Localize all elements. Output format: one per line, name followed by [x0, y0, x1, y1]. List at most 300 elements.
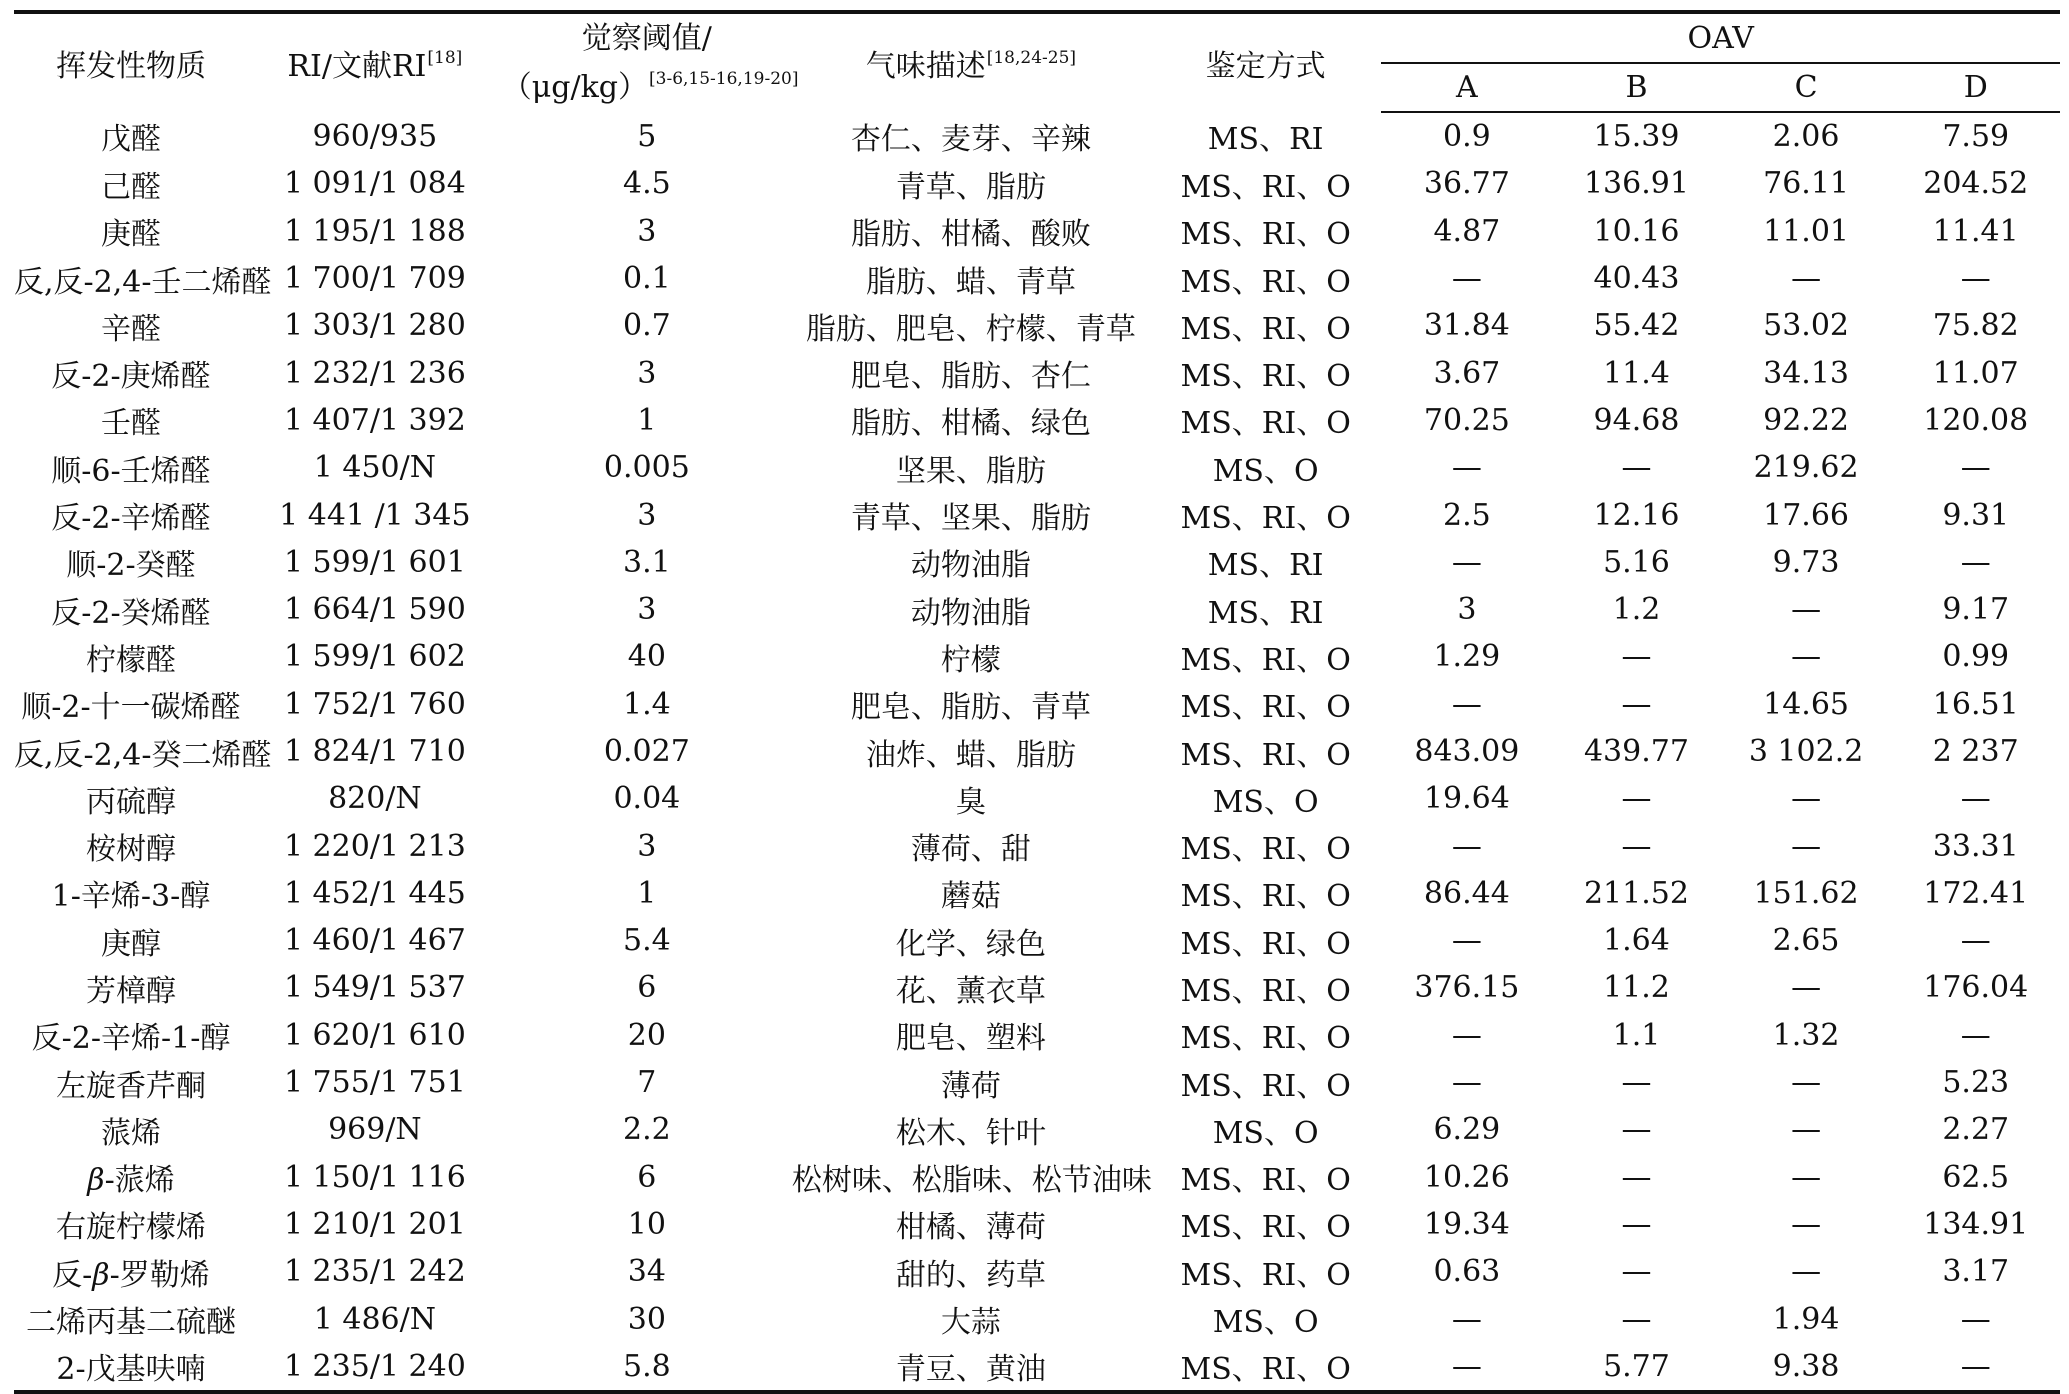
oav-c-cell: —	[1791, 261, 1822, 297]
compound-name: 戊醛	[100, 122, 161, 158]
ri-cell: 1 599/1 601	[283, 544, 466, 580]
ri-cell: 1 486/N	[313, 1301, 436, 1337]
compound-cell	[14, 1012, 248, 1059]
oav-a-cell: 843.09	[1414, 734, 1520, 769]
threshold-cell: 1.4	[622, 686, 671, 722]
oav-d-cell: 11.07	[1932, 355, 2019, 391]
oav-a-cell: —	[1451, 923, 1482, 959]
ri-cell: 1 452/1 445	[283, 875, 466, 911]
oav-d-cell: 2 237	[1932, 734, 2019, 769]
oav-a-cell: 3	[1457, 592, 1477, 628]
oav-b-cell: 211.52	[1583, 875, 1689, 911]
compound-cell	[14, 208, 248, 255]
compound-name: 1-辛烯-3-醇	[51, 879, 211, 915]
compound-name: 反-2-庚烯醛	[51, 359, 211, 395]
compound-cell	[14, 917, 248, 964]
compound-name: 反-2-癸烯醛	[51, 595, 211, 631]
oav-b-cell: —	[1621, 1301, 1652, 1337]
oav-b-cell: —	[1621, 1065, 1652, 1101]
oav-a-cell: —	[1451, 686, 1482, 722]
method-cell: MS、RI、O	[1180, 169, 1351, 205]
oav-d-cell: 204.52	[1923, 166, 2029, 202]
oav-d-cell: 11.41	[1932, 213, 2019, 249]
threshold-cell: 0.04	[613, 781, 681, 817]
threshold-cell: 0.027	[603, 734, 690, 769]
method-cell: MS、RI、O	[1180, 501, 1351, 537]
oav-b-cell: 136.91	[1583, 166, 1689, 202]
oav-a-cell: 2.5	[1443, 497, 1491, 533]
compound-cell	[14, 1343, 248, 1392]
ri-cell: 1 441 /1 345	[279, 497, 471, 533]
method-cell: MS、RI、O	[1180, 311, 1351, 347]
compound-name: 顺-2-癸醛	[66, 548, 196, 584]
method-cell: MS、RI、O	[1180, 264, 1351, 300]
method-cell: MS、RI、O	[1150, 1343, 1382, 1392]
compound-name: 反,反-2,4-癸二烯醛	[14, 737, 272, 773]
oav-d-cell: —	[1960, 1301, 1991, 1337]
oav-table	[14, 10, 2060, 1394]
oav-b-cell: —	[1621, 450, 1652, 486]
table-row	[14, 444, 2060, 491]
oav-a-cell: 376.15	[1414, 970, 1520, 1006]
compound-cell	[14, 586, 248, 633]
oav-d-cell: 0.99	[1942, 639, 2010, 675]
compound-cell	[14, 349, 248, 396]
table-row	[14, 491, 2060, 538]
header-odor-ref: [18,24-25]	[986, 48, 1077, 68]
oav-d-cell: —	[1891, 1343, 2060, 1392]
header-threshold-line1: 觉察阈值/	[581, 20, 712, 56]
threshold-cell: 40	[627, 639, 666, 675]
threshold-cell: 0.7	[622, 308, 671, 344]
threshold-cell: 6	[637, 970, 657, 1006]
method-cell: MS、RI、O	[1180, 406, 1351, 442]
table-row	[14, 822, 2060, 869]
odor-cell: 臭	[955, 784, 986, 820]
odor-cell: 薄荷、甜	[910, 832, 1031, 868]
compound-name: 庚醛	[100, 217, 161, 253]
odor-cell: 青草、脂肪	[895, 169, 1046, 205]
oav-c-cell: 2.65	[1772, 923, 1840, 959]
method-cell: MS、RI、O	[1180, 217, 1351, 253]
header-method-label: 鉴定方式	[1205, 49, 1326, 84]
table-row	[14, 633, 2060, 680]
oav-d-cell: 16.51	[1932, 686, 2019, 722]
oav-d-cell: 62.5	[1942, 1159, 2010, 1195]
method-cell: MS、RI、O	[1180, 1210, 1351, 1246]
oav-c-cell: 17.66	[1763, 497, 1850, 533]
oav-b-cell: —	[1621, 828, 1652, 864]
method-cell: MS、RI、O	[1180, 879, 1351, 915]
compound-cell	[14, 870, 248, 917]
odor-cell: 青豆、黄油	[792, 1343, 1150, 1392]
threshold-cell: 0.005	[603, 450, 690, 486]
header-group-c: C	[1721, 63, 1892, 112]
odor-cell: 肥皂、塑料	[895, 1021, 1046, 1057]
table-row	[14, 681, 2060, 728]
oav-d-cell: —	[1960, 1017, 1991, 1053]
oav-c-cell: 3 102.2	[1748, 734, 1864, 769]
table-row	[14, 1201, 2060, 1248]
header-threshold-line2: （μg/kg）	[501, 69, 648, 105]
oav-b-cell: —	[1621, 686, 1652, 722]
ri-cell: 820/N	[328, 781, 422, 817]
threshold-cell: 34	[627, 1254, 666, 1290]
oav-b-cell: —	[1621, 639, 1652, 675]
compound-cell	[14, 255, 272, 302]
threshold-cell: 3	[637, 213, 657, 249]
threshold-cell: 1	[637, 402, 657, 438]
ri-cell: 1 755/1 751	[283, 1065, 466, 1101]
table-row	[14, 397, 2060, 444]
threshold-cell: 0.1	[622, 261, 671, 297]
header-group-b: B	[1552, 63, 1720, 112]
table-row	[14, 255, 2060, 302]
header-threshold	[501, 12, 799, 112]
compound-name: 反-2-辛烯醛	[51, 501, 211, 537]
header-group-a: A	[1381, 63, 1552, 112]
threshold-cell: 6	[637, 1159, 657, 1195]
oav-a-cell: —	[1451, 828, 1482, 864]
compound-name: 柠檬醛	[85, 642, 176, 678]
oav-d-cell: —	[1960, 450, 1991, 486]
table-row	[14, 112, 2060, 160]
ri-cell: 1 235/1 240	[248, 1343, 502, 1392]
threshold-cell: 7	[637, 1065, 657, 1101]
compound-cell	[14, 1059, 248, 1106]
oav-d-cell: 172.41	[1923, 875, 2029, 911]
ri-cell: 1 549/1 537	[283, 970, 466, 1006]
ri-cell: 1 210/1 201	[283, 1206, 466, 1242]
oav-c-cell: 2.06	[1772, 119, 1840, 155]
compound-cell	[14, 397, 248, 444]
oav-a-cell: 4.87	[1433, 213, 1501, 249]
compound-name: 芳樟醇	[85, 973, 176, 1009]
threshold-cell: 4.5	[622, 166, 671, 202]
oav-c-cell: 151.62	[1753, 875, 1859, 911]
oav-d-cell: 3.17	[1942, 1254, 2010, 1290]
threshold-cell: 1	[637, 875, 657, 911]
table-row	[14, 964, 2060, 1011]
oav-c-cell: —	[1791, 1065, 1822, 1101]
compound-cell	[14, 1248, 248, 1295]
odor-cell: 薄荷	[940, 1068, 1001, 1104]
compound-cell	[14, 302, 248, 349]
compound-name: 左旋香芹酮	[55, 1068, 206, 1104]
oav-a-cell: —	[1451, 544, 1482, 580]
header-odor-label: 气味描述	[865, 49, 986, 84]
oav-d-cell: 9.31	[1942, 497, 2010, 533]
method-cell: MS、RI、O	[1180, 1068, 1351, 1104]
oav-d-cell: 5.23	[1942, 1065, 2010, 1101]
oav-b-cell: 5.16	[1603, 544, 1670, 580]
compound-cell	[14, 1201, 248, 1248]
ri-cell: 1 091/1 084	[283, 166, 466, 202]
compound-name: 反-2-辛烯-1-醇	[31, 1021, 231, 1057]
oav-b-cell: 439.77	[1583, 734, 1689, 769]
oav-c-cell: —	[1791, 1206, 1822, 1242]
compound-name: 丙硫醇	[85, 784, 176, 820]
oav-b-cell: 40.43	[1593, 261, 1680, 297]
ri-cell: 1 407/1 392	[283, 402, 466, 438]
oav-b-cell: 11.4	[1603, 355, 1670, 391]
oav-a-cell: 0.63	[1433, 1254, 1501, 1290]
header-compound	[14, 12, 248, 112]
compound-cell	[14, 728, 272, 775]
compound-cell	[14, 964, 248, 1011]
method-cell: MS、O	[1212, 1305, 1319, 1341]
method-cell: MS、O	[1212, 784, 1319, 820]
table-row	[14, 160, 2060, 207]
odor-cell: 柑橘、薄荷	[895, 1210, 1046, 1246]
compound-cell	[14, 444, 248, 491]
method-cell: MS、RI	[1207, 122, 1324, 158]
oav-b-cell: 1.1	[1612, 1017, 1661, 1053]
odor-cell: 青草、坚果、脂肪	[850, 501, 1091, 537]
oav-d-cell: 120.08	[1923, 402, 2029, 438]
oav-a-cell: 19.34	[1423, 1206, 1510, 1242]
oav-c-cell: —	[1791, 970, 1822, 1006]
header-oav	[1381, 12, 2060, 63]
ri-cell: 960/935	[312, 118, 438, 154]
oav-a-cell: 0.9	[1443, 119, 1491, 155]
oav-c-cell: 92.22	[1763, 402, 1850, 438]
compound-name: 桉树醇	[85, 832, 176, 868]
oav-c-cell: 9.38	[1721, 1343, 1892, 1392]
oav-b-cell: 1.2	[1612, 592, 1661, 628]
table-row	[14, 586, 2060, 633]
table-row	[14, 775, 2060, 822]
table-row	[14, 1295, 2060, 1342]
threshold-cell: 3	[637, 592, 657, 628]
oav-a-cell: 3.67	[1433, 355, 1501, 391]
odor-cell: 化学、绿色	[895, 926, 1046, 962]
oav-b-cell: —	[1621, 1112, 1652, 1148]
compound-cell	[14, 491, 248, 538]
threshold-cell: 5.4	[622, 923, 671, 959]
odor-cell: 脂肪、柑橘、绿色	[850, 406, 1091, 442]
ri-cell: 1 824/1 710	[283, 734, 466, 769]
oav-c-cell: 1.32	[1772, 1017, 1840, 1053]
method-cell: MS、RI、O	[1180, 1257, 1351, 1293]
compound-name: 顺-2-十一碳烯醛	[21, 690, 241, 726]
compound-cell	[14, 112, 248, 160]
table-row	[14, 917, 2060, 964]
oav-a-cell: —	[1451, 1301, 1482, 1337]
oav-a-cell: 31.84	[1423, 308, 1510, 344]
odor-cell: 油炸、蜡、脂肪	[865, 737, 1076, 773]
compound-cell	[14, 775, 248, 822]
compound-name: -蒎烯	[104, 1163, 175, 1199]
method-cell: MS、RI、O	[1180, 737, 1351, 773]
table-row	[14, 208, 2060, 255]
threshold-cell: 3	[637, 497, 657, 533]
compound-greek-prefix: β	[87, 1163, 105, 1199]
oav-b-cell: 12.16	[1593, 497, 1680, 533]
oav-c-cell: —	[1791, 592, 1822, 628]
oav-d-cell: 33.31	[1932, 828, 2019, 864]
ri-cell: 1 150/1 116	[283, 1159, 466, 1195]
threshold-cell: 5	[637, 118, 657, 154]
compound-cell	[14, 1154, 248, 1201]
method-cell: MS、O	[1212, 1115, 1319, 1151]
threshold-cell: 10	[627, 1206, 666, 1242]
ri-cell: 1 195/1 188	[283, 213, 466, 249]
table-row	[14, 1248, 2060, 1295]
oav-a-cell: 1.29	[1433, 639, 1501, 675]
oav-b-cell: —	[1621, 1254, 1652, 1290]
oav-d-cell: —	[1960, 781, 1991, 817]
table-row	[14, 539, 2060, 586]
oav-d-cell: —	[1960, 544, 1991, 580]
ri-cell: 1 620/1 610	[283, 1017, 466, 1053]
table-row	[14, 302, 2060, 349]
table-row	[14, 870, 2060, 917]
oav-a-cell: —	[1451, 1065, 1482, 1101]
compound-name: 2-戊基呋喃	[56, 1352, 206, 1388]
oav-b-cell: 5.77	[1552, 1343, 1720, 1392]
oav-a-cell: 6.29	[1433, 1112, 1501, 1148]
table-row	[14, 1059, 2060, 1106]
oav-b-cell: 15.39	[1593, 119, 1680, 155]
oav-b-cell: 94.68	[1593, 402, 1680, 438]
oav-d-cell: 134.91	[1923, 1206, 2029, 1242]
oav-c-cell: 76.11	[1763, 166, 1850, 202]
odor-cell: 坚果、脂肪	[895, 453, 1046, 489]
odor-cell: 杏仁、麦芽、辛辣	[850, 122, 1091, 158]
oav-d-cell: 9.17	[1942, 592, 2010, 628]
table-row	[14, 1106, 2060, 1153]
method-cell: MS、RI、O	[1180, 1021, 1351, 1057]
compound-name: -罗勒烯	[109, 1257, 210, 1293]
table-row	[14, 349, 2060, 396]
ri-cell: 1 599/1 602	[283, 639, 466, 675]
method-cell: MS、RI、O	[1180, 926, 1351, 962]
compound-cell	[14, 681, 248, 728]
compound-name: 庚醇	[100, 926, 161, 962]
compound-name: 反,反-2,4-壬二烯醛	[14, 264, 272, 300]
oav-b-cell: —	[1621, 1159, 1652, 1195]
header-oav-label: OAV	[1687, 20, 1754, 56]
ri-cell: 969/N	[328, 1112, 422, 1148]
odor-cell: 蘑菇	[940, 879, 1001, 915]
method-cell: MS、RI、O	[1180, 642, 1351, 678]
compound-cell	[14, 633, 248, 680]
threshold-cell: 5.8	[502, 1343, 792, 1392]
oav-d-cell: 75.82	[1932, 308, 2019, 344]
compound-name: 右旋柠檬烯	[55, 1210, 206, 1246]
ri-cell: 1 235/1 242	[283, 1254, 466, 1290]
oav-c-cell: —	[1791, 639, 1822, 675]
odor-cell: 脂肪、柑橘、酸败	[850, 217, 1091, 253]
odor-cell: 大蒜	[940, 1305, 1001, 1341]
oav-c-cell: 219.62	[1753, 450, 1859, 486]
table-row	[14, 1154, 2060, 1201]
oav-d-cell: 7.59	[1942, 119, 2010, 155]
threshold-cell: 30	[627, 1301, 666, 1337]
oav-c-cell: 14.65	[1763, 686, 1850, 722]
oav-b-cell: 10.16	[1593, 213, 1680, 249]
header-ri	[248, 12, 502, 112]
oav-d-cell: —	[1960, 261, 1991, 297]
method-cell: MS、O	[1212, 453, 1319, 489]
threshold-cell: 3	[637, 355, 657, 391]
header-group-d: D	[1891, 63, 2060, 112]
odor-cell: 肥皂、脂肪、青草	[850, 690, 1091, 726]
oav-c-cell: 9.73	[1772, 544, 1840, 580]
odor-cell: 动物油脂	[910, 595, 1031, 631]
oav-b-cell: 1.64	[1603, 923, 1670, 959]
compound-name: 顺-6-壬烯醛	[51, 453, 211, 489]
compound-prefix: 反-	[52, 1257, 93, 1293]
oav-c-cell: —	[1791, 1254, 1822, 1290]
table-row	[14, 728, 2060, 775]
threshold-cell: 3.1	[622, 544, 671, 580]
odor-cell: 甜的、药草	[895, 1257, 1046, 1293]
method-cell: MS、RI	[1207, 595, 1324, 631]
threshold-cell: 20	[627, 1017, 666, 1053]
oav-a-cell: —	[1451, 450, 1482, 486]
oav-b-cell: 11.2	[1603, 970, 1670, 1006]
header-method	[1150, 12, 1382, 112]
oav-a-cell: 86.44	[1423, 875, 1510, 911]
oav-a-cell: —	[1451, 261, 1482, 297]
oav-a-cell: 10.26	[1423, 1159, 1510, 1195]
oav-a-cell: 19.64	[1423, 781, 1510, 817]
oav-b-cell: 55.42	[1593, 308, 1680, 344]
oav-b-cell: —	[1621, 1206, 1652, 1242]
compound-cell	[14, 160, 248, 207]
compound-name: 壬醛	[100, 406, 161, 442]
method-cell: MS、RI、O	[1180, 832, 1351, 868]
ri-cell: 1 220/1 213	[283, 828, 466, 864]
ri-cell: 1 460/1 467	[283, 923, 466, 959]
ri-cell: 1 752/1 760	[283, 686, 466, 722]
oav-c-cell: 34.13	[1763, 355, 1850, 391]
header-odor	[792, 12, 1150, 112]
compound-name: 辛醛	[100, 311, 161, 347]
ri-cell: 1 664/1 590	[283, 592, 466, 628]
header-ri-ref: [18]	[427, 48, 463, 68]
oav-b-cell: —	[1621, 781, 1652, 817]
odor-cell: 脂肪、肥皂、柠檬、青草	[805, 311, 1136, 347]
ri-cell: 1 232/1 236	[283, 355, 466, 391]
header-ri-label: RI/文献RI	[287, 49, 427, 84]
header-compound-label: 挥发性物质	[55, 49, 206, 84]
threshold-cell: 3	[637, 828, 657, 864]
compound-cell	[14, 539, 248, 586]
table-body	[14, 112, 2060, 1392]
odor-cell: 花、薰衣草	[895, 973, 1046, 1009]
threshold-cell: 2.2	[622, 1112, 671, 1148]
method-cell: MS、RI、O	[1180, 1163, 1351, 1199]
header-threshold-ref: [3-6,15-16,19-20]	[649, 68, 799, 89]
oav-c-cell: —	[1791, 1112, 1822, 1148]
oav-a-cell: 36.77	[1423, 166, 1510, 202]
oav-c-cell: 1.94	[1772, 1301, 1840, 1337]
oav-a-cell: —	[1451, 1017, 1482, 1053]
oav-a-cell: —	[1381, 1343, 1552, 1392]
ri-cell: 1 303/1 280	[283, 308, 466, 344]
odor-cell: 脂肪、蜡、青草	[865, 264, 1076, 300]
compound-greek-prefix: β	[92, 1257, 110, 1293]
method-cell: MS、RI、O	[1180, 359, 1351, 395]
odor-cell: 松树味、松脂味、松节油味	[791, 1163, 1152, 1199]
oav-d-cell: —	[1960, 923, 1991, 959]
method-cell: MS、RI	[1207, 548, 1324, 584]
odor-cell: 肥皂、脂肪、杏仁	[850, 359, 1091, 395]
oav-c-cell: 11.01	[1763, 213, 1850, 249]
